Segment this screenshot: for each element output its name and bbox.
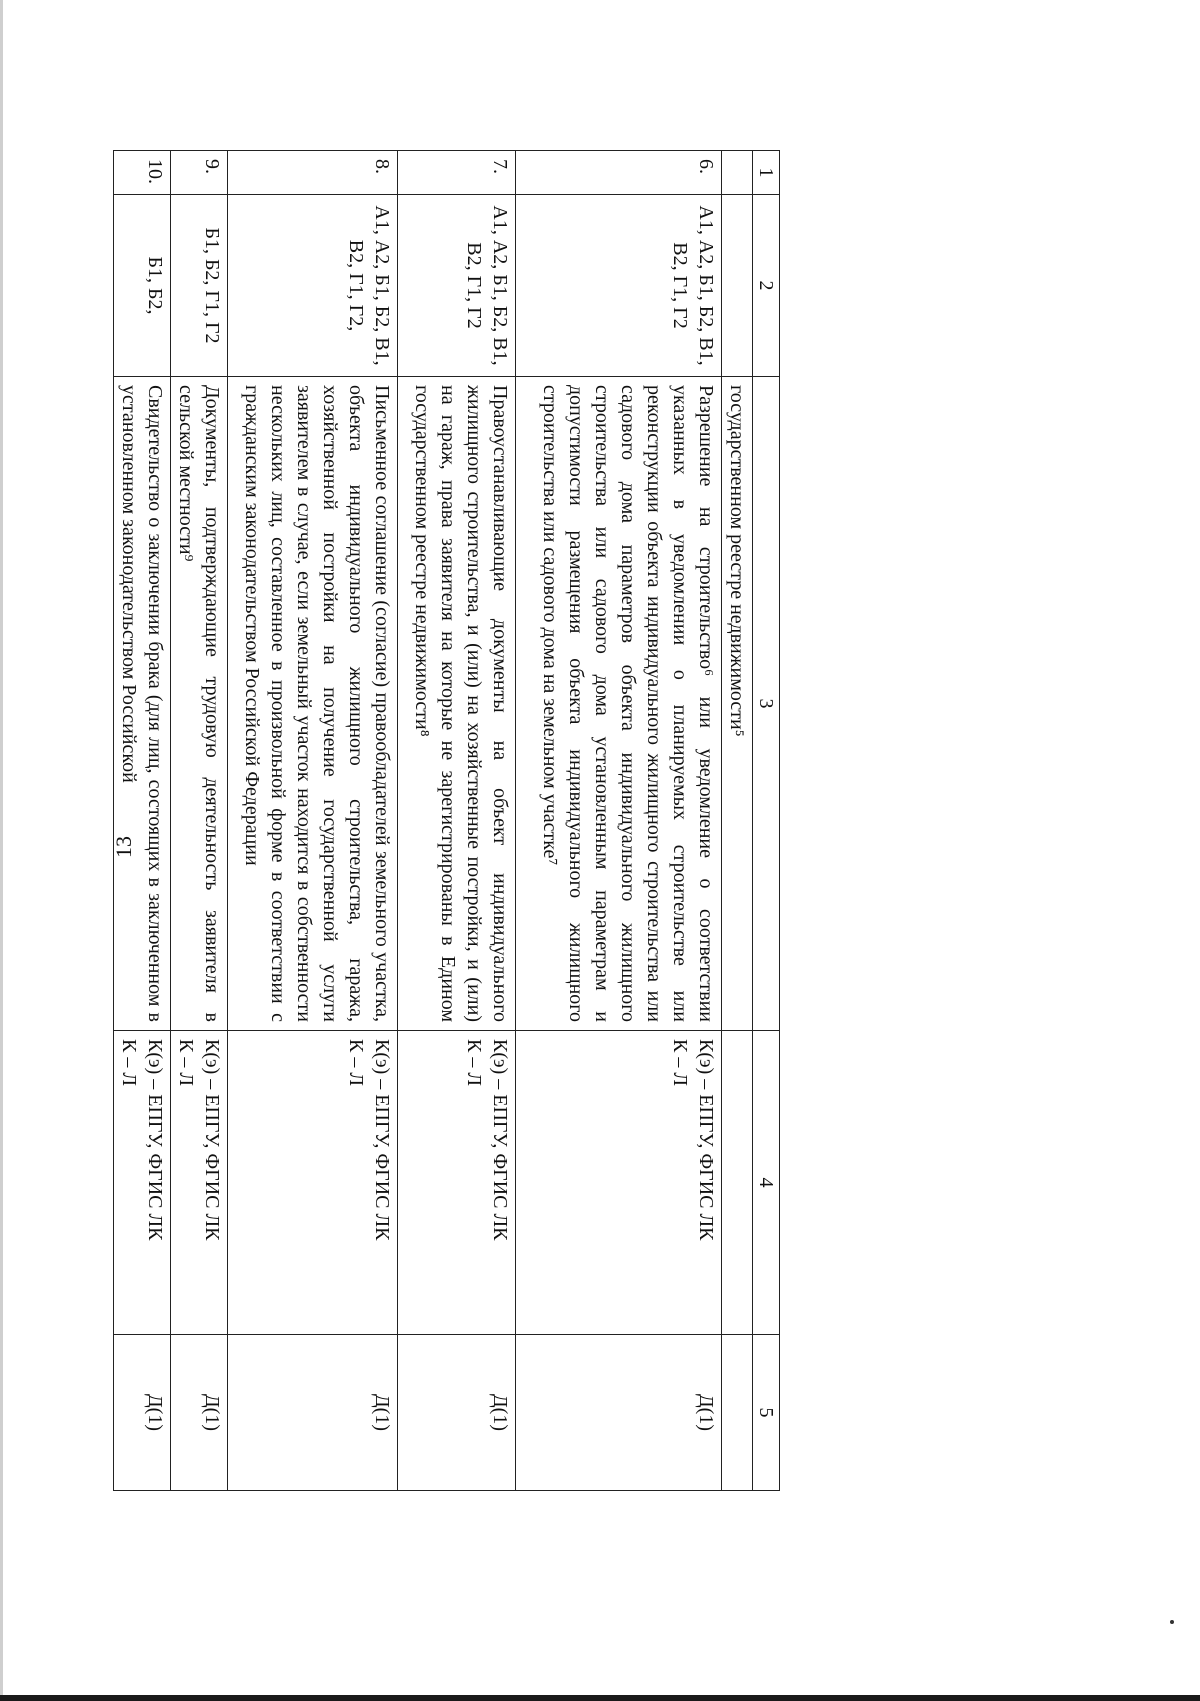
submission-method (171, 1031, 228, 1335)
document-requirement: Д(1) (114, 1335, 171, 1491)
scan-speck (1170, 1620, 1174, 1624)
applicant-categories: А1, А2, Б1, Б2, В1, В2, Г1, Г2 (516, 195, 722, 377)
section-continuation-text: государственном реестре недвижимости⁵ (722, 377, 753, 1031)
row-number: 6. (516, 151, 722, 195)
table-row (398, 151, 516, 1491)
table-row (516, 151, 722, 1491)
column-header: 5 (753, 1335, 780, 1491)
row-number: 8. (228, 151, 398, 195)
submission-method-paper: К – Л (345, 1039, 367, 1086)
submission-method-electronic: К(э) – ЕПГУ, ФГИС ЛК (201, 1039, 223, 1241)
table-header-row (753, 151, 780, 1491)
table-row (114, 151, 171, 1491)
column-header: 1 (753, 151, 780, 195)
rotated-page-content (0, 150, 780, 1490)
row-number: 7. (398, 151, 516, 195)
submission-method-electronic: К(э) – ЕПГУ, ФГИС ЛК (489, 1039, 511, 1241)
submission-method-paper: К – Л (669, 1039, 691, 1086)
applicant-categories: А1, А2, Б1, Б2, В1, В2, Г1, Г2, (228, 195, 398, 377)
submission-method-paper: К – Л (175, 1039, 197, 1086)
submission-method-electronic: К(э) – ЕПГУ, ФГИС ЛК (371, 1039, 393, 1241)
submission-method (398, 1031, 516, 1335)
applicant-categories: Б1, Б2, Г1, Г2 (171, 195, 228, 377)
document-description: Правоустанавливающие документы на объект индивидуального жилищного строительства, и (или) на хозяйственные постройки, и (или) на гараж, права заявителя на которые не зарегистрированы в Едином государственном реестре недвижимости⁸ (398, 377, 516, 1031)
submission-method (228, 1031, 398, 1335)
submission-method (516, 1031, 722, 1335)
submission-method-paper: К – Л (463, 1039, 485, 1086)
section-continuation-row (722, 151, 753, 1491)
document-requirement: Д(1) (398, 1335, 516, 1491)
scan-edge (0, 1695, 1200, 1701)
submission-method-paper: К – Л (118, 1039, 140, 1086)
document-description: Документы, подтверждающие трудовую деятельность заявителя в сельской местности⁹ (171, 377, 228, 1031)
page-number: 13 (111, 836, 136, 858)
requirements-table (113, 150, 780, 1491)
applicant-categories: Б1, Б2, (114, 195, 171, 377)
row-number: 9. (171, 151, 228, 195)
document-requirement: Д(1) (228, 1335, 398, 1491)
document-requirement: Д(1) (516, 1335, 722, 1491)
table-row (171, 151, 228, 1491)
document-requirement: Д(1) (171, 1335, 228, 1491)
column-header: 3 (753, 377, 780, 1031)
applicant-categories: А1, А2, Б1, Б2, В1, В2, Г1, Г2 (398, 195, 516, 377)
document-description: Разрешение на строительство⁶ или уведомление о соответствии указанных в уведомлении о планируемых строительстве или реконструкции объекта индивидуального жилищного строительства или садового дома параметров объекта индивидуального жилищного строительства или садового дома установленным параметрам и допустимости размещения объекта индивидуального жилищного строительства или садового дома на земельном участке⁷ (516, 377, 722, 1031)
column-header: 4 (753, 1031, 780, 1335)
column-header: 2 (753, 195, 780, 377)
submission-method (114, 1031, 171, 1335)
row-number: 10. (114, 151, 171, 195)
submission-method-electronic: К(э) – ЕПГУ, ФГИС ЛК (695, 1039, 717, 1241)
table-row (228, 151, 398, 1491)
document-description: Свидетельство о заключении брака (для лиц, состоящих в заключенном в установленном законодательством Российской (114, 377, 171, 1031)
submission-method-electronic: К(э) – ЕПГУ, ФГИС ЛК (144, 1039, 166, 1241)
document-description: Письменное соглашение (согласие) правообладателей земельного участка, объекта индивидуального жилищного строительства, гаража, хозяйственной постройки на получение государственной услуги заявителем в случае, если земельный участок находится в собственности нескольких лиц, составленное в произвольной форме в соответствии с гражданским законодательством Российской Федерации (228, 377, 398, 1031)
